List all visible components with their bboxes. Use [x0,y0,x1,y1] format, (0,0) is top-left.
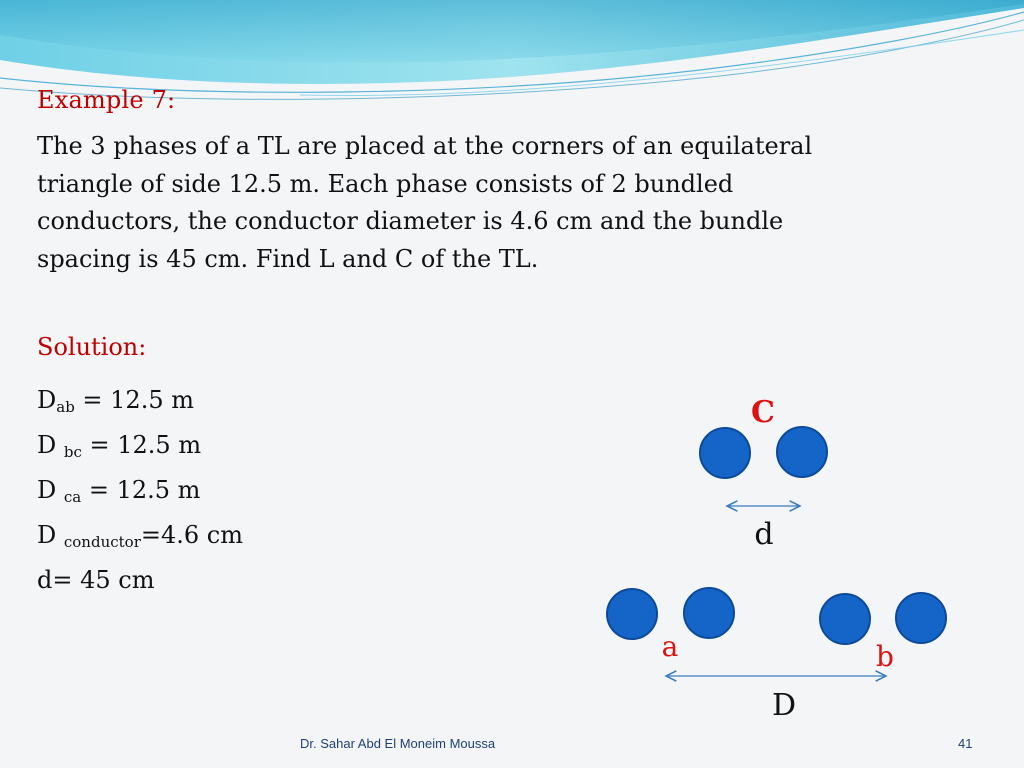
given-dca: D $_{ca}$ = 12.5 m [37,476,201,506]
phase-distance-label: D [771,688,797,723]
example-title: Example 7: [37,86,176,114]
problem-line: triangle of side 12.5 m. Each phase consists of 2 bundled [37,169,734,198]
conductor-a2 [684,588,734,638]
conductor-b2 [896,593,946,643]
conductor-c1 [700,428,750,478]
given-bundle-spacing: d= 45 cm [37,566,155,594]
conductor-a1 [607,589,657,639]
conductor-c2 [777,427,827,477]
phase-c-label: C [751,395,775,430]
given-dconductor: D $_{conductor}$=4.6 cm [37,521,243,551]
conductor-b1 [820,594,870,644]
page-number: 41 [958,736,973,751]
problem-line: The 3 phases of a TL are placed at the corners of an equilateral [37,132,813,160]
problem-line: spacing is 45 cm. Find L and C of the TL. [37,244,539,273]
footer-author: Dr. Sahar Abd El Moneim Moussa [300,736,496,751]
problem-line: conductors, the conductor diameter is 4.6 cm and the bundle [37,207,784,235]
bundle-spacing-label: d [754,517,774,552]
given-dbc: D $_{bc}$ = 12.5 m [37,431,202,461]
phase-a-label: a [661,630,679,663]
phase-b-label: b [876,640,894,673]
solution-title: Solution: [37,333,147,361]
given-dab: $D_{ab} = 12.5$ m [37,386,194,416]
